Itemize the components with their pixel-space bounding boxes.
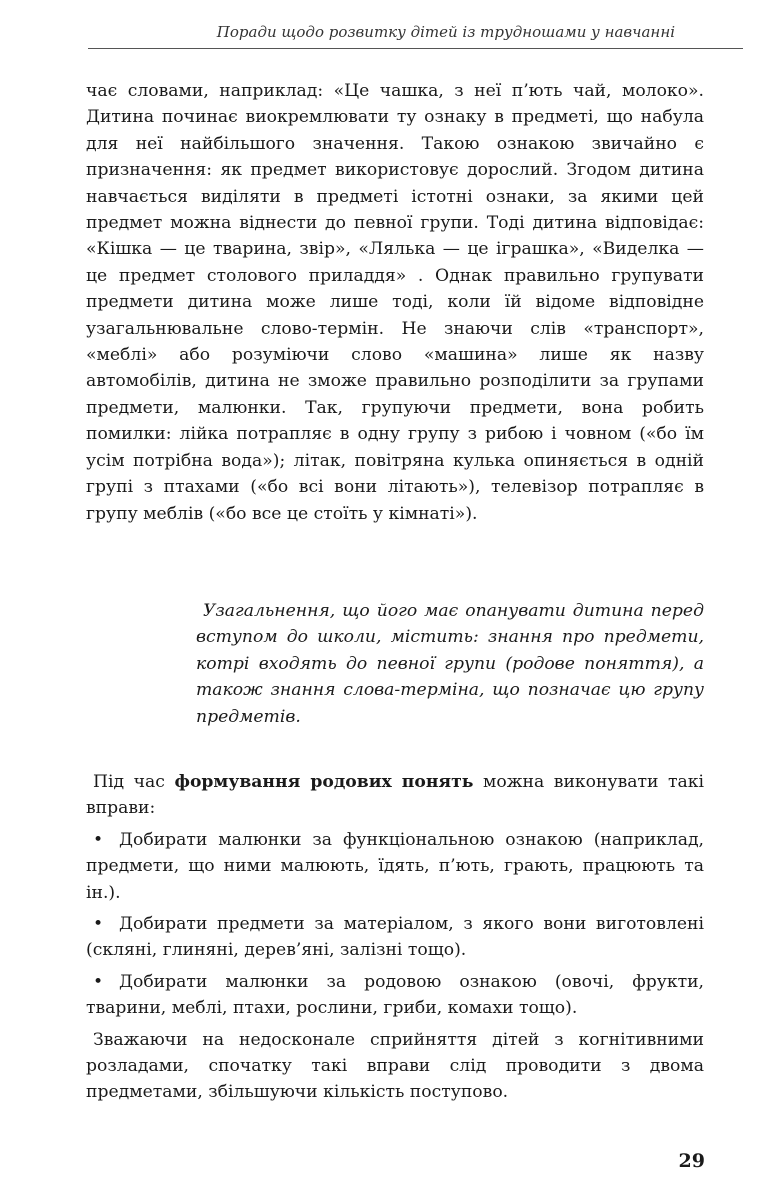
page-number: 29 — [678, 1150, 705, 1172]
list-item-text: Добирати малюнки за родовою ознакою (овочі, фрукти, тварини, меблі, птахи, рослини, гриби, комахи тощо). — [86, 971, 704, 1019]
list-item — [86, 827, 704, 906]
highlighted-definition — [196, 598, 704, 730]
bullet-icon: • — [93, 829, 104, 850]
closing-paragraph: Зважаючи на недосконале сприйняття дітей з когнітивними розладами, спочатку такі вправи слід проводити з двома предметами, збільшуючи кількість поступово. — [86, 1029, 704, 1103]
intro-text-before: Під час — [93, 772, 175, 792]
bullet-icon: • — [93, 914, 104, 935]
list-item-text: Добирати предмети за матеріалом, з якого вони виготовлені (скляні, глиняні, дерев’яні, залізні тощо). — [86, 914, 704, 961]
definition-text: Узагальнення, що його має опанувати дитина перед вступом до школи, містить: знання про предмети, котрі входять до певної групи (родове поняття), а також знання слова-терміна, що позначає цю групу предметів. — [196, 601, 704, 727]
intro-bold-term: формування родових понять — [174, 772, 474, 792]
intro-text-after: можна виконувати такі вправи: — [86, 772, 705, 819]
list-item — [86, 969, 704, 1022]
paragraph-text: чає словами, наприклад: «Це чашка, з неї п’ють чай, молоко». Дитина починає виокремлювати ту ознаку в предметі, що набула для неї найбільшого значення. Такою ознакою звичайно є призначення: як предмет використовує дорослий. Згодом дитина навчається виділяти в предметі істотні ознаки, за якими цей предмет можна віднести до певної групи. Тоді дитина відповідає: «Кішка — це тварина, звір», «Лялька — це іграшка», «Виделка — це предмет столового приладдя» . Однак правильно групувати предмети дитина може лише тоді, коли їй відоме відповідне узагальнювальне слово-термін. Не знаючи слів «транспорт», «меблі» або розуміючи слово «машина» лише як назву автомобілів, дитина не зможе правильно розподілити за групами предмети, малюнки. Так, групуючи предмети, вона робить помилки: лійка потрапляє в одну групу з рибою і човном («бо їм усім потрібна вода»); літак, повітряна кулька опиняється в одній групі з птахами («бо всі вони літають»), телевізор потрапляє в групу меблів («бо все це стоїть у кімнаті»). — [86, 81, 704, 524]
list-item — [86, 911, 704, 964]
list-item-text: Добирати малюнки за функціональною ознакою (наприклад, предмети, що ними малюють, їдять, п’ють, грають, працюють та ін.). — [86, 829, 704, 903]
running-header — [88, 20, 743, 49]
exercises-section — [86, 769, 704, 1106]
running-title: Поради щодо розвитку дітей із трудношами у навчанні — [216, 23, 675, 41]
exercises-intro — [86, 769, 704, 822]
bullet-icon: • — [93, 971, 104, 992]
body-paragraph — [86, 78, 704, 527]
